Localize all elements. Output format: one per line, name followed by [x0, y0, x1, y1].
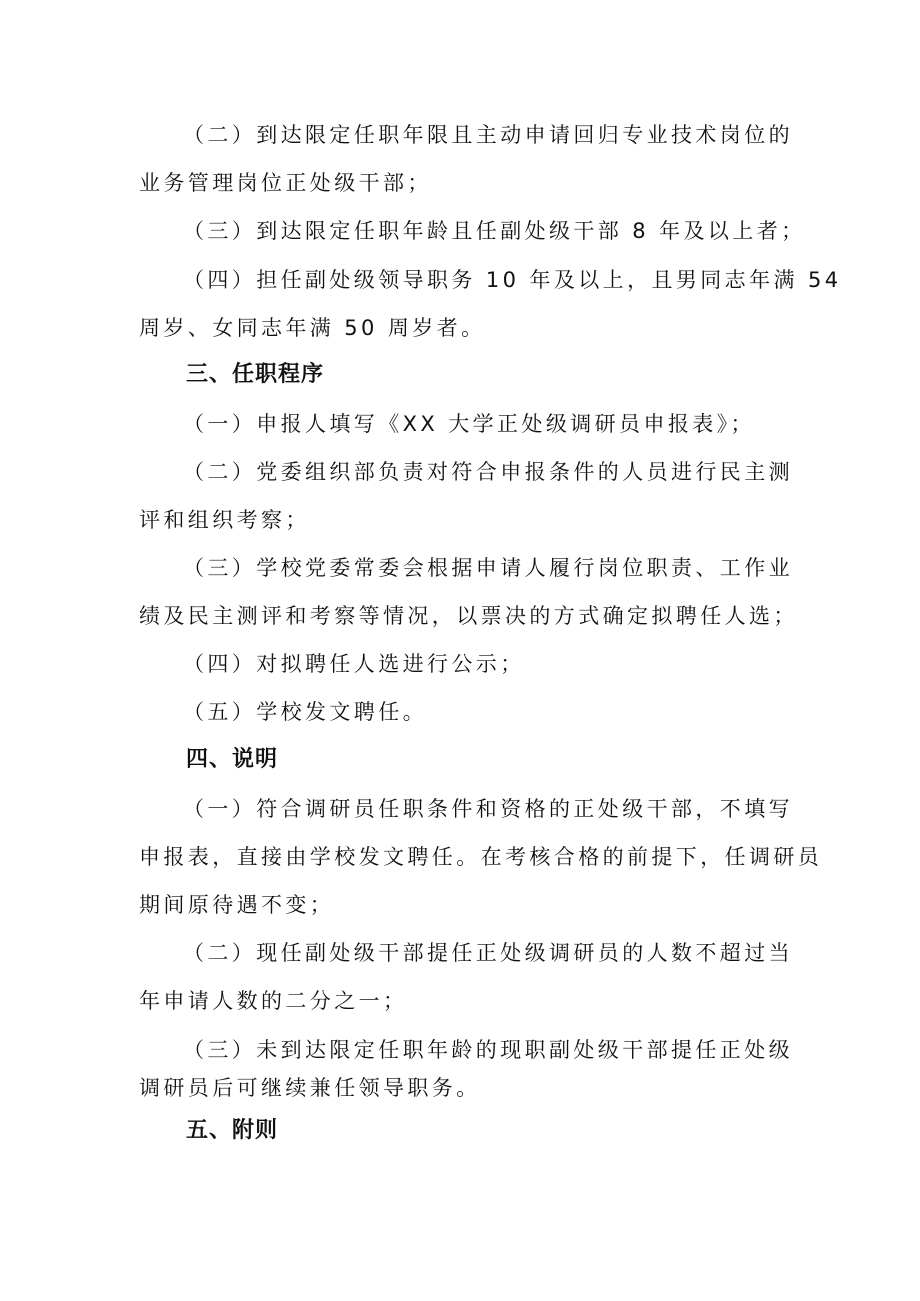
section-heading: 五、附则 — [186, 1118, 279, 1143]
paragraph-line: 业务管理岗位正处级干部； — [139, 171, 432, 195]
paragraph-line: （二）到达限定任职年限且主动申请回归专业技术岗位的 — [183, 123, 793, 147]
paragraph-line: （四）对拟聘任人选进行公示； — [183, 652, 525, 676]
paragraph-line: （三）到达限定任职年龄且任副处级干部 8 年及以上者； — [183, 219, 806, 243]
paragraph-line: （三）学校党委常委会根据申请人履行岗位职责、工作业 — [183, 556, 793, 580]
paragraph-line: （一）符合调研员任职条件和资格的正处级干部，不填写 — [183, 797, 793, 821]
paragraph-line: （五）学校发文聘任。 — [183, 700, 427, 724]
paragraph-line: （三）未到达限定任职年龄的现职副处级干部提任正处级 — [183, 1038, 793, 1062]
paragraph-line: 绩及民主测评和考察等情况，以票决的方式确定拟聘任人选； — [139, 604, 798, 628]
paragraph-line: 申报表，直接由学校发文聘任。在考核合格的前提下，任调研员 — [139, 845, 823, 869]
paragraph-line: （二）党委组织部负责对符合申报条件的人员进行民主测 — [183, 460, 793, 484]
paragraph-line: 年申请人数的二分之一； — [139, 989, 408, 1013]
paragraph-line: 调研员后可继续兼任领导职务。 — [139, 1076, 481, 1100]
section-heading: 三、任职程序 — [186, 362, 325, 387]
paragraph-line: 评和组织考察； — [139, 508, 310, 532]
paragraph-line: （二）现任副处级干部提任正处级调研员的人数不超过当 — [183, 941, 793, 965]
paragraph-line: （四）担任副处级领导职务 10 年及以上，且男同志年满 54 — [183, 268, 842, 292]
section-heading: 四、说明 — [186, 747, 279, 772]
paragraph-line: （一）申报人填写《XX 大学正处级调研员申报表》； — [183, 412, 755, 436]
paragraph-line: 期间原待遇不变； — [139, 893, 335, 917]
paragraph-line: 周岁、女同志年满 50 周岁者。 — [139, 316, 486, 340]
